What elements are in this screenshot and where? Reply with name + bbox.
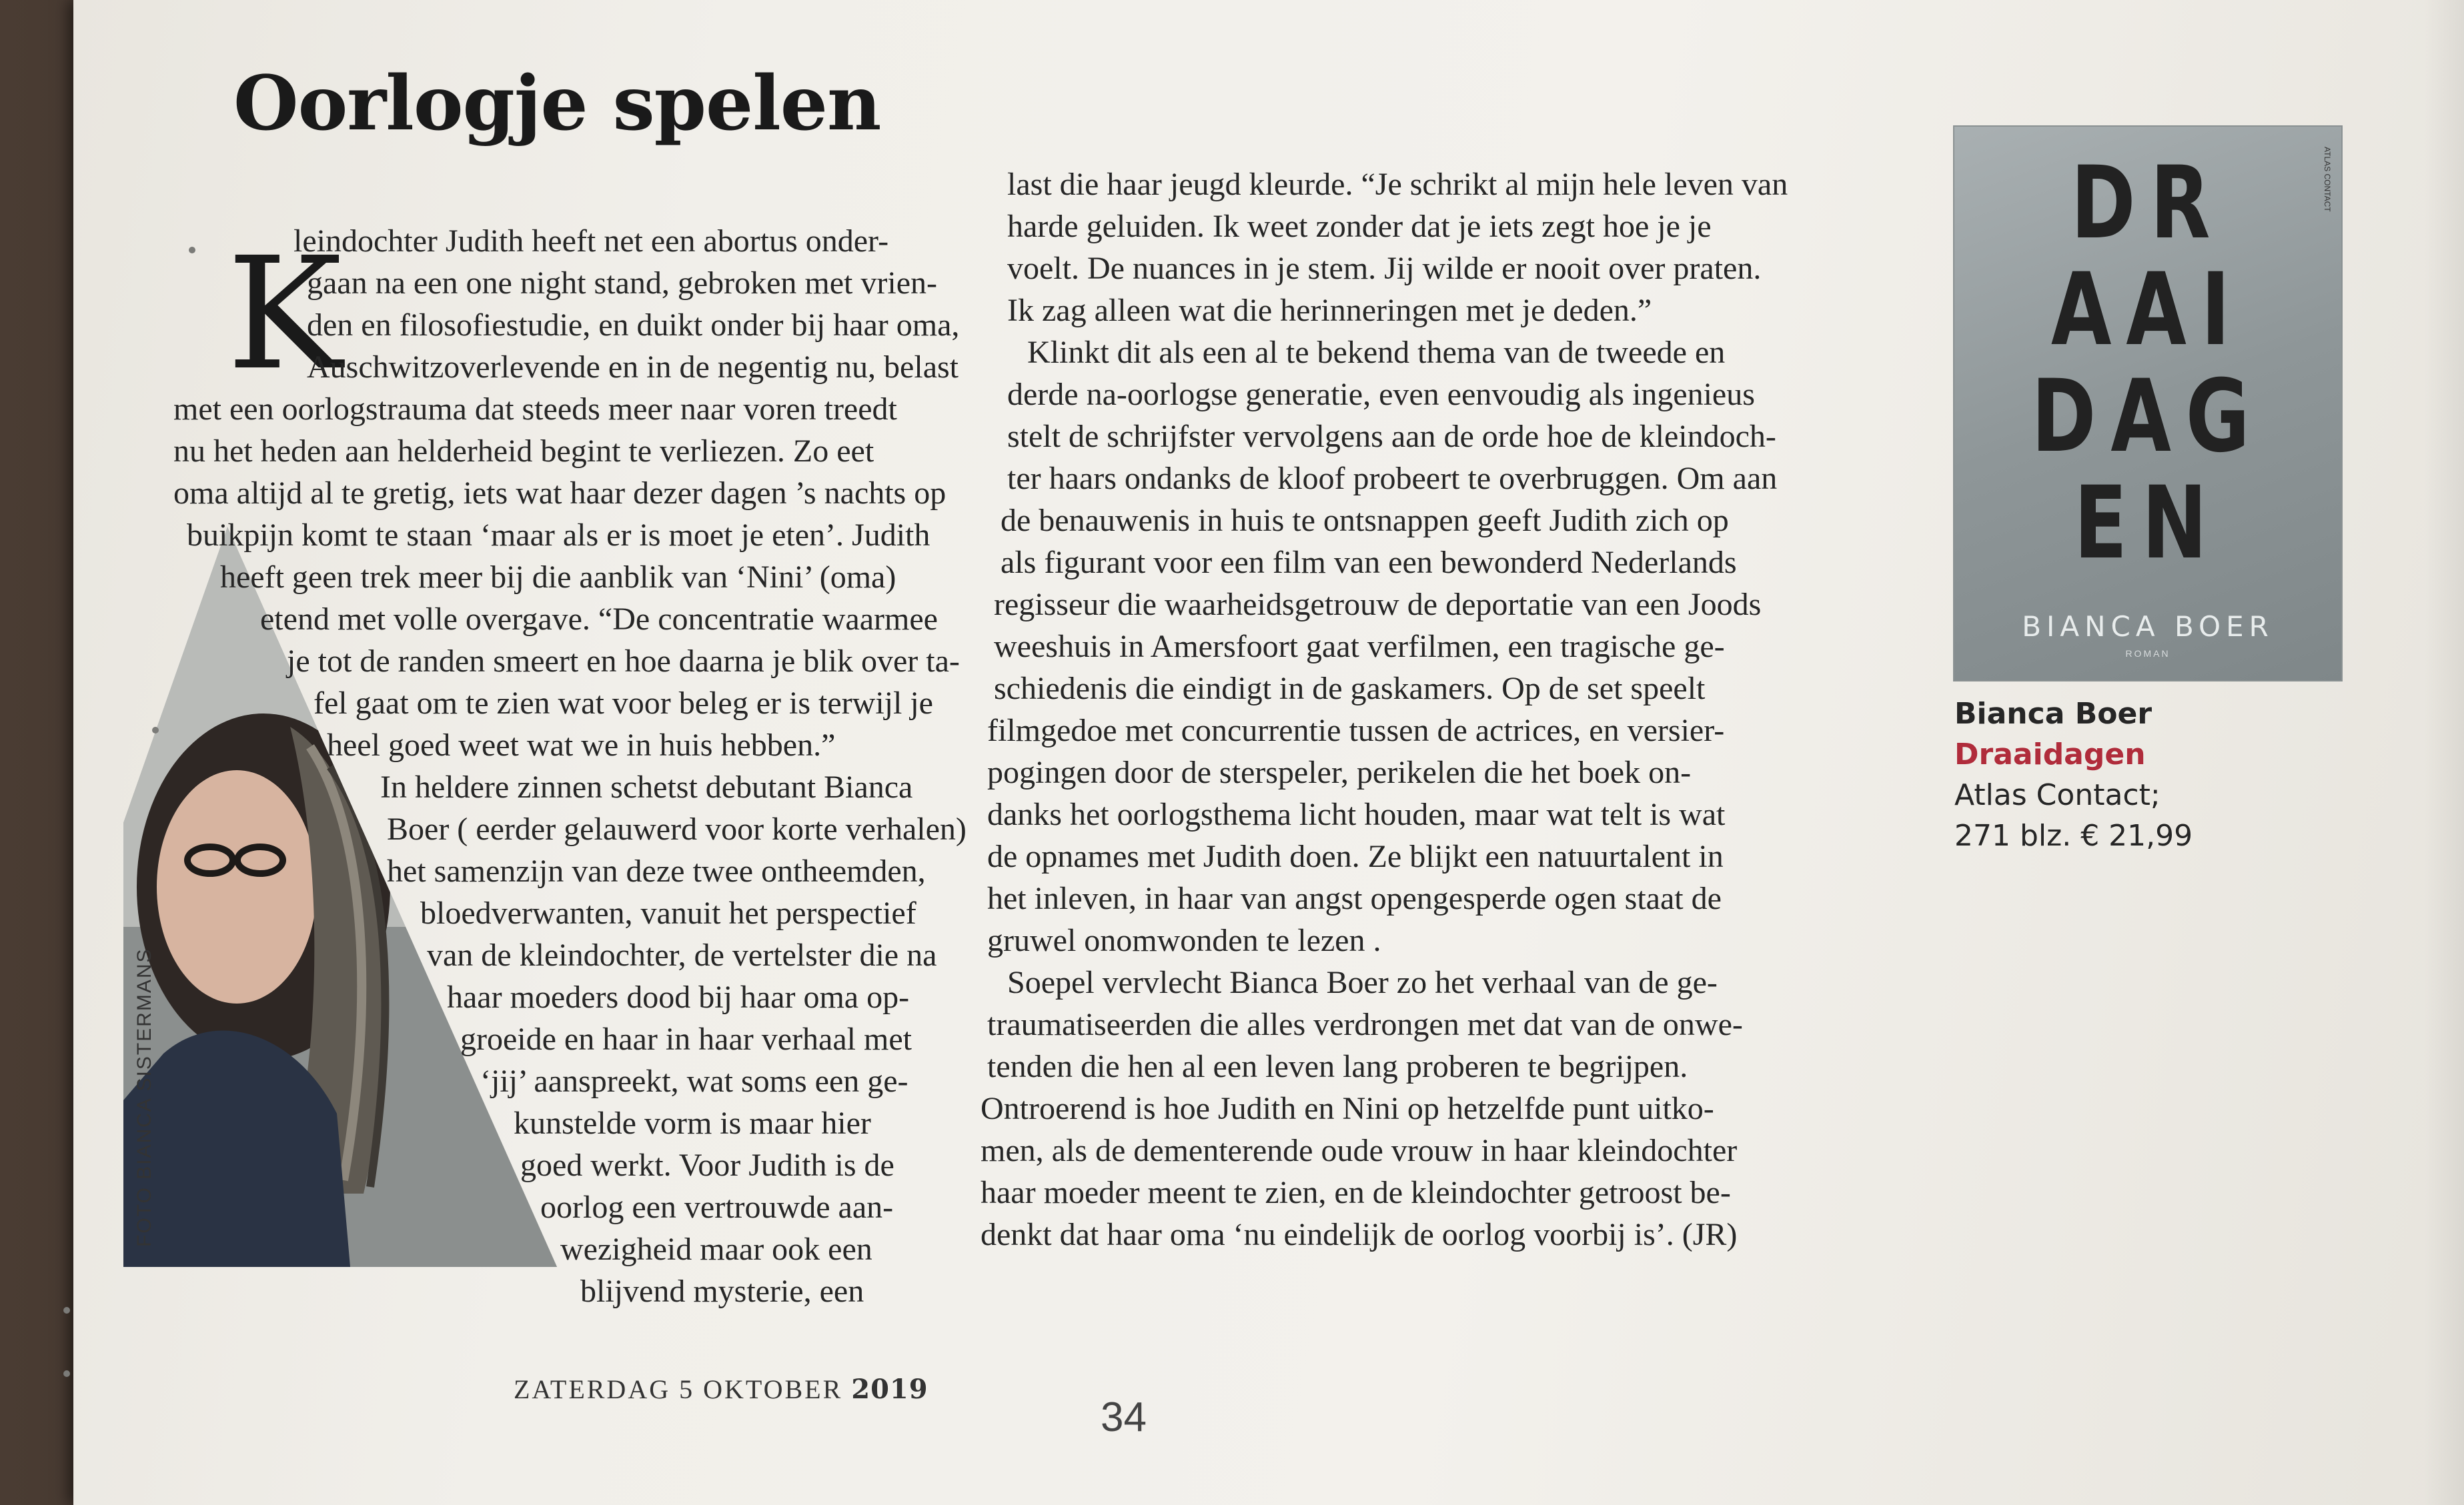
- article-column-2: [981, 163, 1914, 1256]
- text-line: blijvend mysterie, een: [580, 1274, 864, 1309]
- text-line: met een oorlogstrauma dat steeds meer naar voren treedt: [173, 391, 897, 427]
- text-line: goed werkt. Voor Judith is de: [520, 1148, 894, 1183]
- text-line: het inleven, in haar van angst opengesperde ogen staat de: [987, 881, 1722, 916]
- book-title: Draaidagen: [1954, 737, 2146, 772]
- text-line: oorlog een vertrouwde aan-: [540, 1190, 894, 1225]
- photo-credit: FOTO BIANCA SISTERMANS: [133, 948, 155, 1247]
- text-line: schiedenis die eindigt in de gaskamers. Op de set speelt: [994, 671, 1706, 706]
- text-line: In heldere zinnen schetst debutant Bianca: [380, 770, 913, 805]
- text-line: etend met volle overgave. “De concentratie waarmee: [260, 601, 938, 637]
- book-cover: [1954, 127, 2341, 680]
- text-line: van de kleindochter, de vertelster die na: [427, 938, 937, 973]
- text-line: last die haar jeugd kleurde. “Je schrikt al mijn hele leven van: [1007, 167, 1788, 202]
- text-line: weeshuis in Amersfoort gaat verfilmen, een tragische ge-: [994, 629, 1725, 664]
- text-line: gruwel onomwonden te lezen .: [987, 923, 1381, 958]
- text-line: derde na-oorlogse generatie, even eenvoudig als ingenieus: [1007, 377, 1755, 412]
- text-line: gaan na een one night stand, gebroken met vrien-: [307, 265, 937, 301]
- text-line: regisseur die waarheidsgetrouw de deportatie van een Joods: [994, 587, 1762, 622]
- text-line: pogingen door de sterspeler, perikelen die het boek on-: [987, 755, 1692, 790]
- book-info: [1954, 693, 2193, 856]
- text-line: filmgedoe met concurrentie tussen de actrices, en versier-: [987, 713, 1725, 748]
- book-author: Bianca Boer: [1954, 697, 2152, 731]
- text-line: traumatiseerden die alles verdrongen met dat van de onwe-: [987, 1007, 1743, 1042]
- text-line: stelt de schrijfster vervolgens aan de orde hoe de kleindoch-: [1007, 419, 1776, 454]
- text-line: bloedverwanten, vanuit het perspectief: [420, 896, 916, 931]
- margin-mark: [152, 727, 159, 733]
- book-publisher: Atlas Contact;: [1954, 778, 2161, 812]
- text-line: harde geluiden. Ik weet zonder dat je iets zegt hoe je je: [1007, 209, 1712, 244]
- text-line: leindochter Judith heeft net een abortus onder-: [293, 223, 889, 259]
- text-line: haar moeder meent te zien, en de kleindochter getroost be-: [981, 1175, 1731, 1210]
- text-line: de opnames met Judith doen. Ze blijkt een natuurtalent in: [987, 839, 1724, 874]
- footer-year: 2019: [851, 1374, 929, 1405]
- text-line: fel gaat om te zien wat voor beleg er is terwijl je: [314, 685, 933, 721]
- text-line: danks het oorlogsthema licht houden, maar wat telt is wat: [987, 797, 1726, 832]
- margin-mark: [189, 247, 195, 253]
- text-line: Ontroerend is hoe Judith en Nini op hetzelfde punt uitko-: [981, 1091, 1714, 1126]
- text-line: de benauwenis in huis te ontsnappen geeft Judith zich op: [1001, 503, 1729, 538]
- article-headline: Oorlogje spelen: [233, 60, 881, 147]
- text-line: Auschwitzoverlevende en in de negentig nu, belast: [307, 349, 959, 385]
- book-details: 271 blz. € 21,99: [1954, 819, 2193, 853]
- text-line: ‘jij’ aanspreekt, wat soms een ge-: [480, 1064, 908, 1099]
- page-edge-shadow: [2424, 0, 2464, 1505]
- text-line: groeide en haar in haar verhaal met: [460, 1022, 912, 1057]
- text-line: heeft geen trek meer bij die aanblik van ‘Nini’ (oma): [220, 559, 896, 595]
- drop-cap: K: [227, 224, 343, 404]
- margin-mark: [63, 1307, 70, 1314]
- text-line: het samenzijn van deze twee ontheemden,: [387, 854, 926, 889]
- text-line: buikpijn komt te staan ‘maar als er is moet je eten’. Judith: [187, 517, 931, 553]
- text-line: denkt dat haar oma ‘nu eindelijk de oorlog voorbij is’. (JR): [981, 1217, 1738, 1252]
- text-line: heel goed weet wat we in huis hebben.”: [327, 727, 836, 763]
- text-line: tenden die hen al een leven lang proberen te begrijpen.: [987, 1049, 1688, 1084]
- text-line: Boer ( eerder gelauwerd voor korte verhalen): [387, 812, 967, 847]
- text-line: je tot de randen smeert en hoe daarna je blik over ta-: [287, 643, 960, 679]
- text-line: kunstelde vorm is maar hier: [514, 1106, 871, 1141]
- text-line: men, als de dementerende oude vrouw in haar kleindochter: [981, 1133, 1738, 1168]
- cover-title-row: DR: [2070, 145, 2225, 261]
- cover-title-row: AAI: [2050, 252, 2245, 368]
- text-line: haar moeders dood bij haar oma op-: [447, 980, 910, 1015]
- text-line: als figurant voor een film van een bewonderd Nederlands: [1001, 545, 1737, 580]
- text-line: den en filosofiestudie, en duikt onder bij haar oma,: [307, 307, 960, 343]
- text-line: oma altijd al te gretig, iets wat haar dezer dagen ’s nachts op: [173, 475, 947, 511]
- cover-author: BIANCA BOER: [2022, 610, 2274, 643]
- text-line: nu het heden aan helderheid begint te verliezen. Zo eet: [173, 433, 874, 469]
- article-column-1: [173, 220, 987, 1312]
- text-line: ter haars ondanks de kloof probeert te overbruggen. Om aan: [1007, 461, 1778, 496]
- footer-date: [514, 1374, 929, 1405]
- cover-publisher-mark: ATLAS CONTACT: [2323, 147, 2332, 212]
- text-line: voelt. De nuances in je stem. Jij wilde er nooit over praten.: [1007, 251, 1762, 286]
- footer-date-text: ZATERDAG 5 OKTOBER: [514, 1374, 843, 1404]
- cover-subtitle: ROMAN: [2125, 648, 2171, 659]
- text-line: wezigheid maar ook een: [560, 1232, 872, 1267]
- text-line: Soepel vervlecht Bianca Boer zo het verhaal van de ge-: [1007, 965, 1718, 1000]
- margin-mark: [63, 1370, 70, 1377]
- cover-title-row: EN: [2074, 465, 2222, 581]
- page-number: 34: [1101, 1394, 1147, 1440]
- text-line: Klinkt dit als een al te bekend thema van de tweede en: [1027, 335, 1726, 370]
- text-line: Ik zag alleen wat die herinneringen met je deden.”: [1007, 293, 1652, 328]
- cover-title-row: DAG: [2031, 359, 2265, 475]
